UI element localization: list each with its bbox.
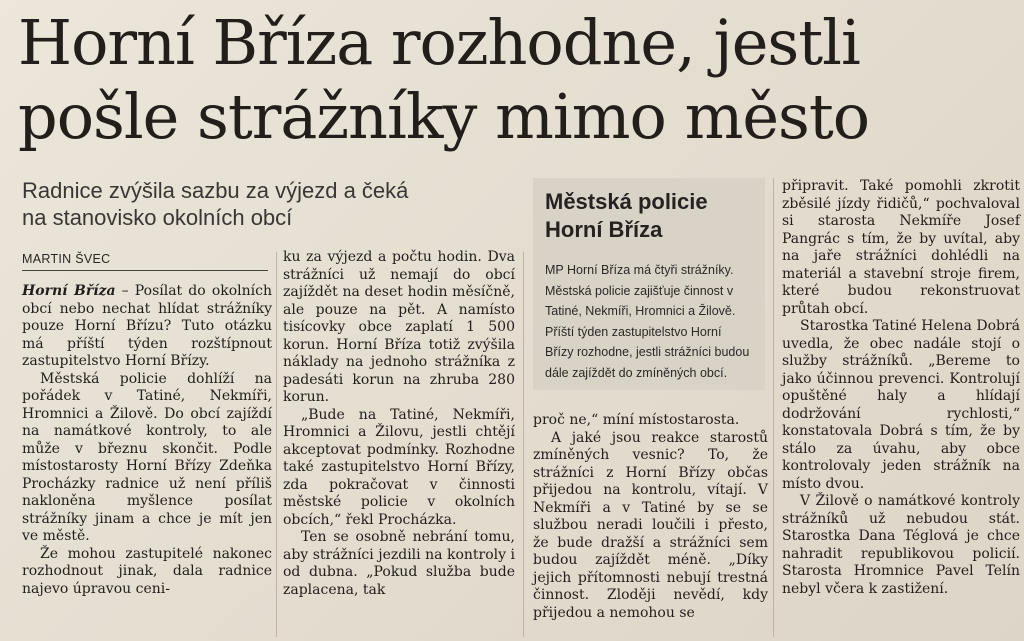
info-box-title-line-2: Horní Bříza [545, 217, 663, 242]
headline-line-2: pošle strážníky mimo město [18, 80, 870, 153]
lead-place: Horní Bříza [22, 283, 116, 299]
column-divider [276, 252, 277, 637]
article-paragraph: Že mohou zastupitelé nakonec rozhodnout jinak, dala radnice najevo úpravou ceni- [22, 545, 272, 597]
info-box-text: MP Horní Bříza má čtyři strážníky. Městská policie zajišťuje činnost v Tatiné, Nekmíři, Hromnici a Žilově. Příští týden zastupitelstvo Horní Břízy rozhodne, jestli strážníci budou dále zajíždět do zmíněných obcí. [545, 263, 750, 380]
subheadline [22, 177, 492, 231]
column-divider [773, 178, 774, 637]
lead-text: – Posílat do okolních obcí nebo nechat hlídat strážníky pouze Horní Břízu? Tuto otázku má příští týden rozštípnout zastupitelstvo Horní Břízy. [22, 283, 272, 369]
article-paragraph: ku za výjezd a počtu hodin. Dva strážníci už nemají do obcí zajíždět na deset hodin měsíčně, ale pouze na pět. A namísto tisícovky obce zaplatí 1 500 korun. Horní Bříza totiž zvýšila náklady na jednoho strážníka z padesáti korun na zhruba 280 korun. [283, 249, 515, 405]
info-box-title-line-1: Městská policie [545, 189, 708, 214]
article-column-3 [533, 412, 768, 622]
article-paragraph: Městská policie dohlíží na pořádek v Tatiné, Nekmíři, Hromnici a Žilově. Do obcí zajíždí na namátkové kontroly, to ale může v březnu skončit. Podle místostarosty Horní Břízy Zdeňka Procházky radnice už není příliš nakloněna myšlence posílat strážníky jinam a chce je mít jen ve městě. [22, 370, 272, 544]
article-paragraph: připravit. Také pomohli zkrotit zběsilé jízdy řidičů,“ pochvaloval si starosta Nekmíře Josef Pangrác s tím, že by uvítal, aby na jaře strážníci dohlédli na materiál a stavební stroje firem, které budou rekonstruovat průtah obcí. [782, 178, 1020, 317]
article-paragraph: „Bude na Tatiné, Nekmíři, Hromnici a Žilovu, jestli chtějí akceptovat podmínky. Rozhodne také zastupitelstvo Horní Břízy, zda pokračovat v činnosti městské policie v okolních obcích,“ řekl Procházka. [283, 406, 515, 528]
article-column-1 [22, 283, 272, 598]
article-lead-paragraph [22, 283, 272, 371]
article-paragraph: A jaké jsou reakce starostů zmíněných vesnic? To, že strážníci z Horní Břízy občas přijedou na kontrolu, vítají. V Nekmíři a v Tatiné by se se službou neradi loučili i přesto, že bude dražší a strážníci sem budou zajíždět méně. „Díky jejich přítomnosti nebují trestná činnost. Zloději nevědí, kdy přijedou a nemohou se [533, 429, 768, 621]
article-text-p2 [0, 0, 1, 1]
subheadline-line-1: Radnice zvýšila sazbu za výjezd a čeká [22, 178, 409, 203]
article-paragraph: Starostka Tatiné Helena Dobrá uvedla, že obec nadále stojí o služby strážníků. „Bereme to jako účinnou prevenci. Kontrolují opuštěné haly a hlídají dodržování rychlosti,“ konstatovala Dobrá s tím, že by stálo za úvahu, aby obce kontrolovaly jeden strážník na místo dvou. [782, 318, 1020, 492]
column-divider [523, 252, 524, 637]
full-article-text [0, 0, 1, 1]
subheadline-line-2: na stanovisko okolních obcí [22, 205, 293, 230]
article-column-4 [782, 178, 1020, 598]
article-paragraph: V Žilově o namátkové kontroly strážníků už nebudou stát. Starostka Dana Téglová je chce nahradit republikovou policií. Starosta Hromnice Pavel Telín nebyl včera k zastižení. [782, 493, 1020, 597]
info-box-title [545, 188, 755, 244]
headline-line-1: Horní Bříza rozhodne, jestli [18, 6, 860, 79]
headline [18, 6, 1018, 154]
info-box [533, 178, 765, 390]
article-paragraph: proč ne,“ míní místostarosta. [533, 412, 740, 428]
article-column-2 [283, 249, 515, 599]
byline: MARTIN ŠVEC [22, 252, 268, 271]
article-paragraph: Ten se osobně nebrání tomu, aby strážníci jezdili na kontroly i od dubna. „Pokud služba bude zaplacena, tak [283, 529, 515, 598]
